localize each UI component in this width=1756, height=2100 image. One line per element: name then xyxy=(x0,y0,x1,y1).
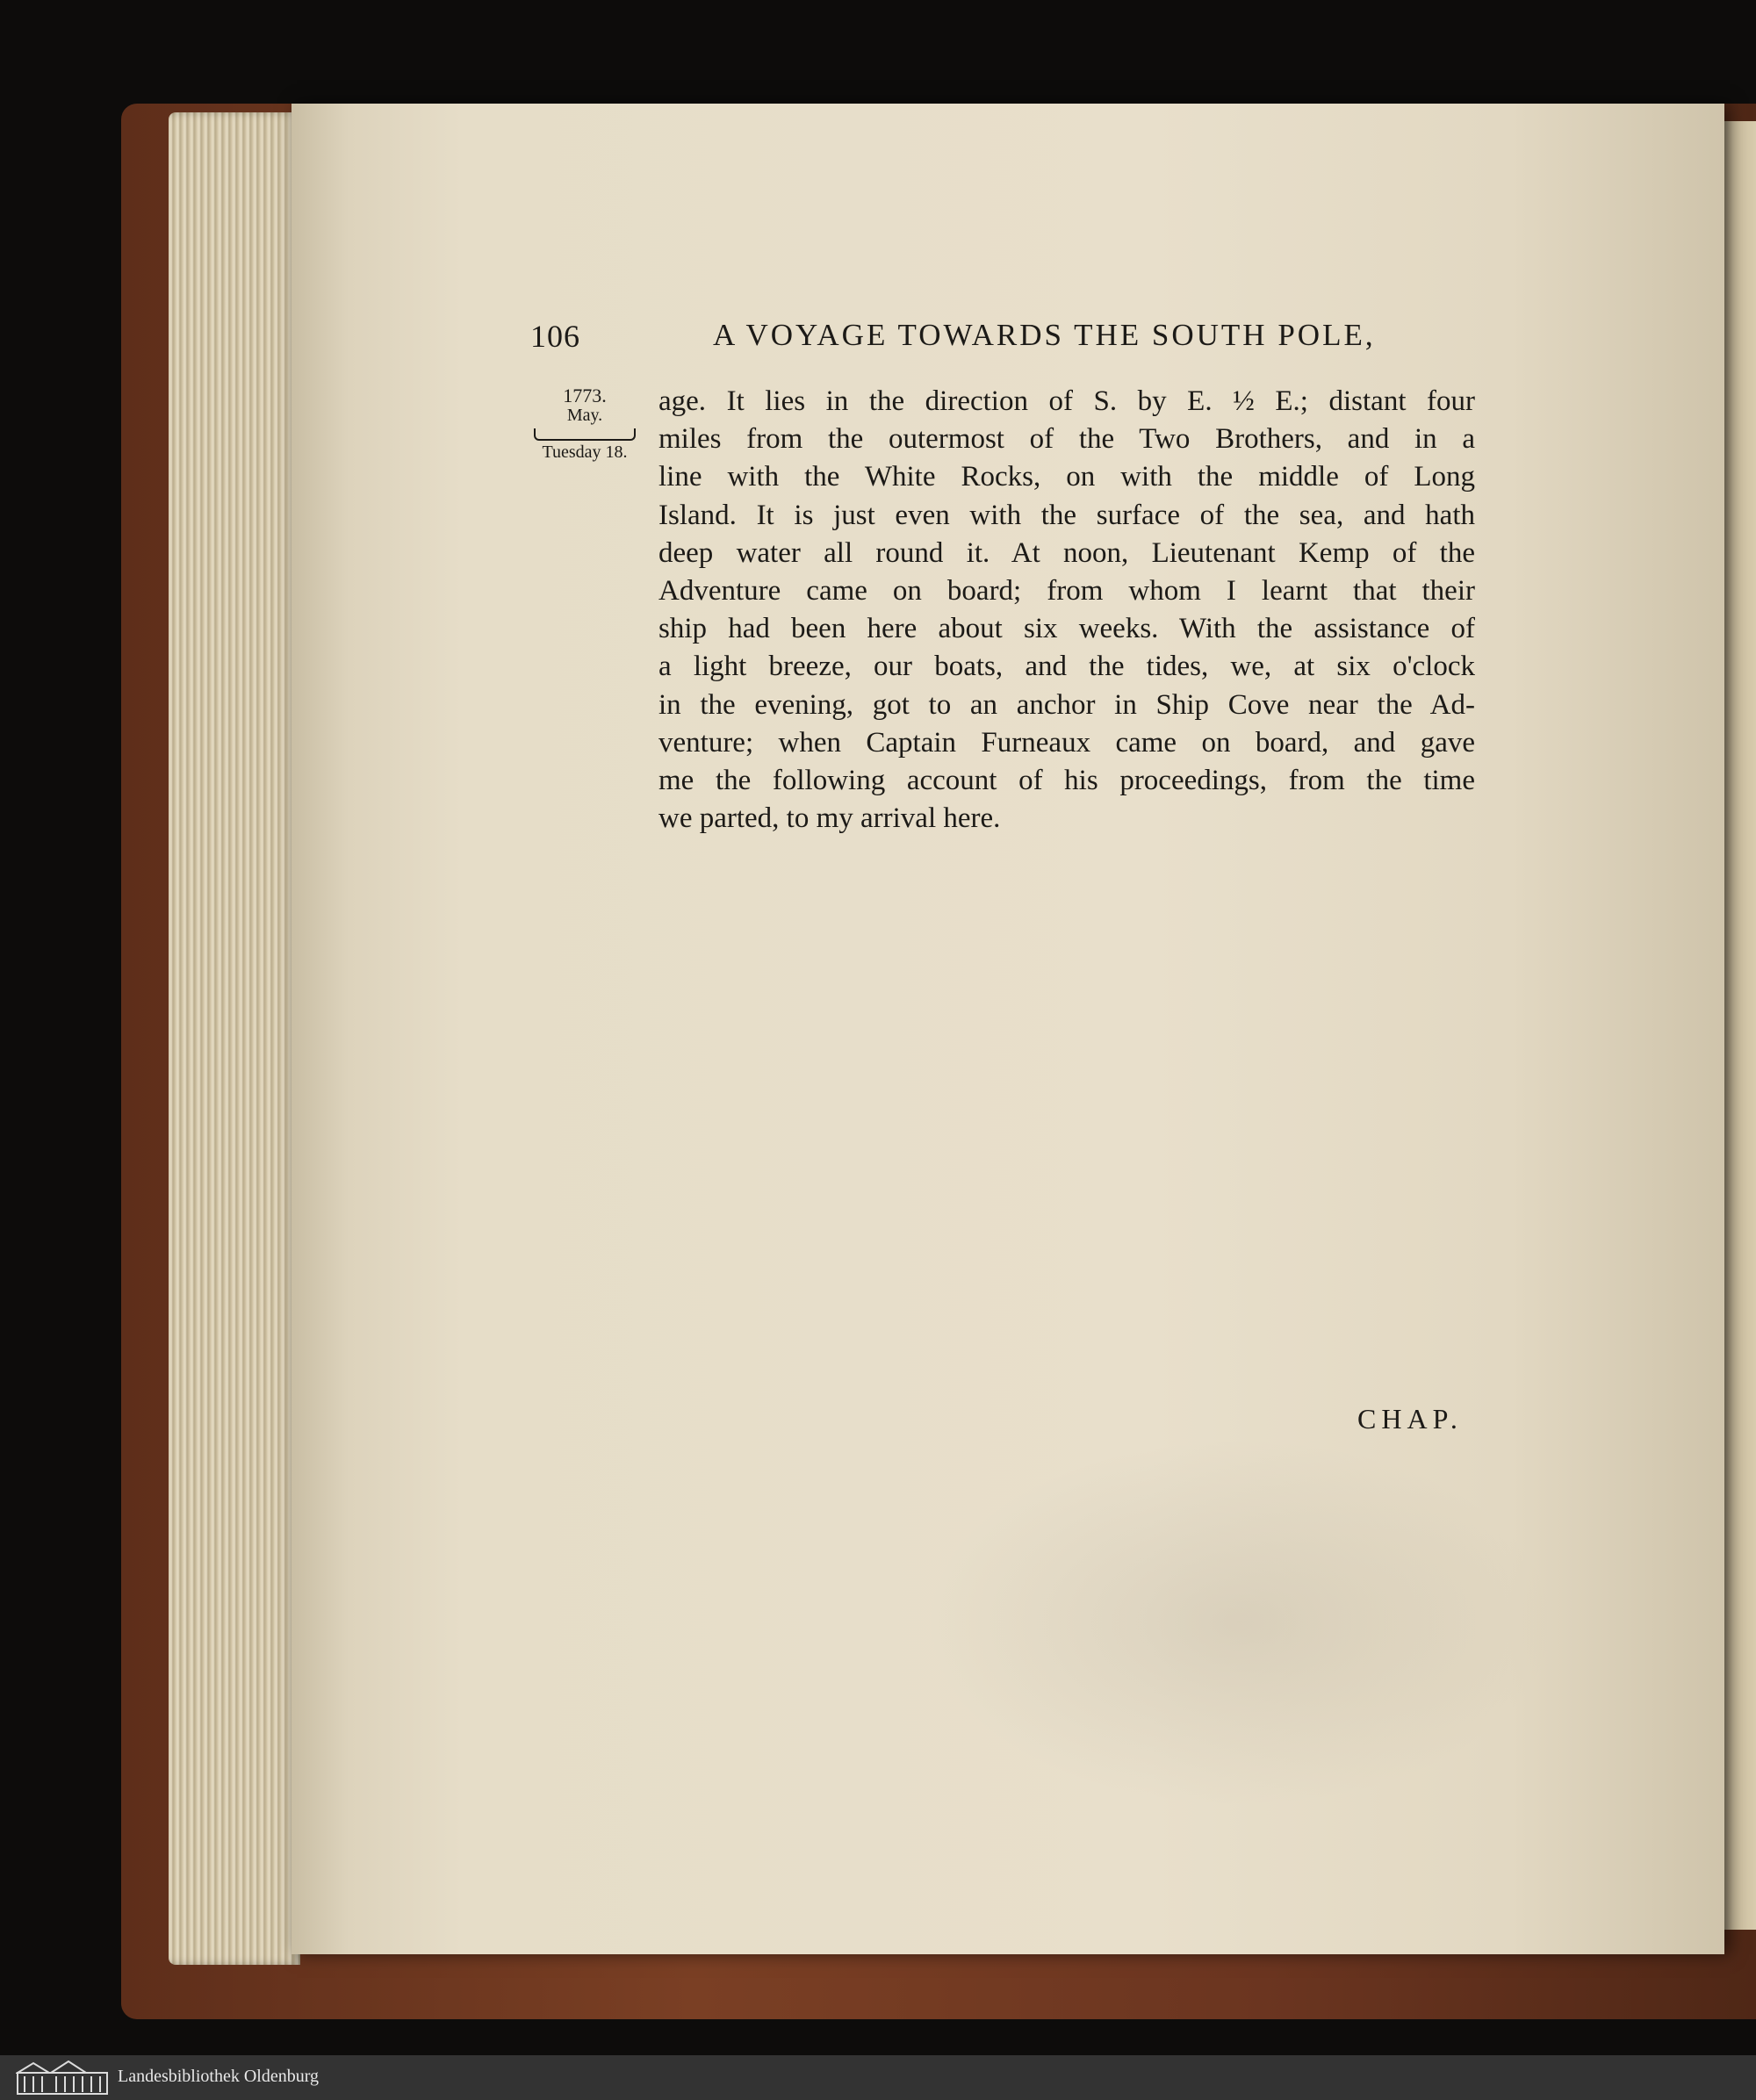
text-line: age. It lies in the direction of S. by E. ½ E.; distant four xyxy=(658,385,1475,417)
text-line: ship had been here about six weeks. With the assistance of xyxy=(658,613,1475,645)
text-line: line with the White Rocks, on with the middle of Long xyxy=(658,461,1475,493)
text-line: miles from the outermost of the Two Brothers, and in a xyxy=(658,423,1475,456)
margin-day: Tuesday 18. xyxy=(542,442,628,462)
text-line: Island. It is just even with the surface of the sea, and hath xyxy=(658,499,1475,531)
page-edges xyxy=(169,112,300,1965)
running-title: A VOYAGE TOWARDS THE SOUTH POLE, xyxy=(713,318,1376,352)
show-through-stain xyxy=(924,1438,1556,1807)
margin-year: 1773. xyxy=(563,385,607,406)
footer-banner xyxy=(0,2055,1756,2100)
text-line: venture; when Captain Furneaux came on board, and gave xyxy=(658,726,1475,759)
body-text xyxy=(658,383,1475,838)
margin-note xyxy=(523,386,646,462)
text-line: we parted, to my arrival here. xyxy=(658,802,1001,835)
text-line: Adventure came on board; from whom I learnt that their xyxy=(658,574,1475,607)
text-line: me the following account of his proceedings, from the time xyxy=(658,764,1475,796)
book-page xyxy=(291,104,1724,1954)
library-building-icon xyxy=(16,2060,109,2096)
page-number: 106 xyxy=(530,319,580,354)
catchword: CHAP. xyxy=(1357,1403,1463,1435)
margin-brace xyxy=(534,428,636,441)
text-line: in the evening, got to an anchor in Ship Cove near the Ad- xyxy=(658,688,1475,721)
library-name: Landesbibliothek Oldenburg xyxy=(118,2067,320,2086)
text-line: deep water all round it. At noon, Lieutenant Kemp of the xyxy=(658,536,1475,569)
margin-month: May. xyxy=(566,406,603,425)
page-header xyxy=(530,318,1475,370)
text-line: a light breeze, our boats, and the tides, we, at six o'clock xyxy=(658,651,1475,683)
